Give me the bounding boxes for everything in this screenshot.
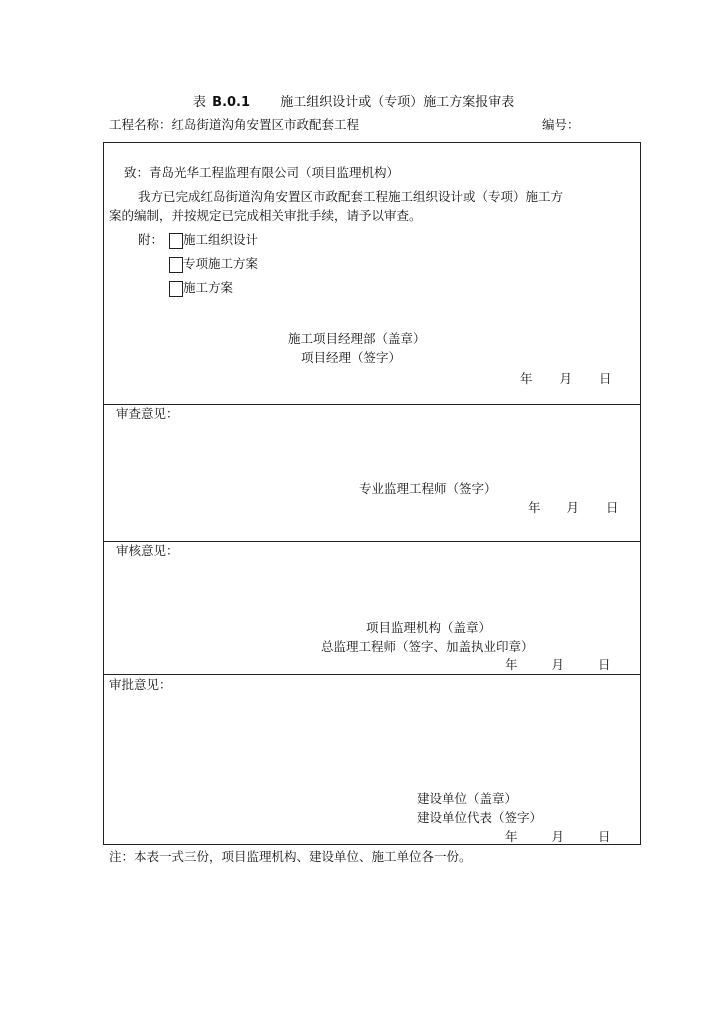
submission-text-line1: 我方已完成红岛街道沟角安置区市政配套工程施工组织设计或（专项）施工方 (138, 189, 564, 204)
table-label: 表 (193, 95, 207, 110)
date-month: 月 (566, 500, 580, 515)
date-year: 年 (528, 500, 541, 515)
review-opinion-label: 审查意见： (116, 406, 179, 421)
table-title: 施工组织设计或（专项）施工方案报审表 (280, 95, 515, 110)
approval-opinion-label: 审批意见： (109, 677, 172, 692)
date-line (528, 502, 619, 515)
attachment-checkbox[interactable] (169, 281, 183, 297)
date-line (520, 373, 612, 386)
form-title (193, 96, 514, 109)
supervising-engineer-sign-line: 专业监理工程师（签字） (359, 481, 497, 496)
project-manager-sign-line: 项目经理（签字） (301, 350, 402, 365)
row-divider (103, 674, 641, 675)
date-line (505, 831, 611, 844)
contractor-stamp-line: 施工项目经理部（盖章） (288, 331, 426, 346)
submission-text-line2: 案的编制，并按规定已完成相关审批手续，请予以审查。 (109, 208, 422, 223)
date-day: 日 (606, 500, 619, 515)
date-year: 年 (505, 657, 518, 672)
attachment-option: 施工组织设计 (183, 232, 259, 247)
date-year: 年 (505, 829, 518, 844)
chief-engineer-sign-line: 总监理工程师（签字、加盖执业印章） (321, 639, 534, 654)
owner-representative-sign-line: 建设单位代表（签字） (417, 810, 543, 825)
row-divider (103, 541, 641, 542)
attachment-option: 施工方案 (183, 280, 234, 295)
row-divider (103, 404, 641, 405)
audit-opinion-label: 审核意见： (116, 543, 179, 558)
serial-number-label: 编号： (542, 117, 580, 132)
date-line (505, 659, 611, 672)
date-day: 日 (598, 829, 611, 844)
attachment-option: 专项施工方案 (183, 256, 259, 271)
attachment-label: 附： (138, 232, 164, 247)
date-month: 月 (551, 829, 565, 844)
attachment-checkbox[interactable] (169, 233, 183, 249)
date-day: 日 (598, 657, 611, 672)
footer-note: 注：本表一式三份，项目监理机构、建设单位、施工单位各一份。 (109, 849, 472, 864)
table-code: B.0.1 (212, 95, 251, 110)
attachment-checkbox[interactable] (169, 257, 183, 273)
addressee: 致：青岛光华工程监理有限公司（项目监理机构） (124, 165, 400, 180)
date-month: 月 (551, 657, 565, 672)
supervision-org-stamp-line: 项目监理机构（盖章） (366, 620, 492, 635)
date-day: 日 (599, 371, 612, 386)
owner-stamp-line: 建设单位（盖章） (417, 791, 518, 806)
date-month: 月 (559, 371, 573, 386)
date-year: 年 (520, 371, 533, 386)
project-name: 工程名称：红岛街道沟角安置区市政配套工程 (109, 117, 360, 132)
